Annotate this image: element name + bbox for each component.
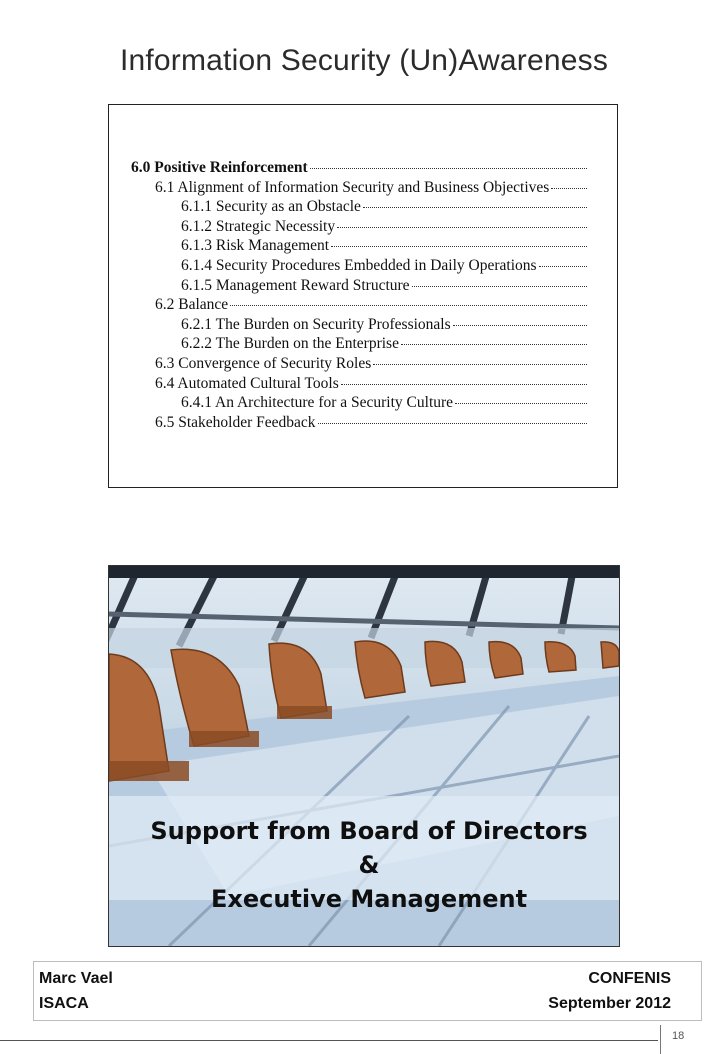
toc-entry-label: 6.1.1 Security as an Obstacle — [181, 198, 361, 216]
toc-entry-label: 6.1.5 Management Reward Structure — [181, 276, 410, 294]
toc-entry-label: 6.4.1 An Architecture for a Security Culture — [181, 394, 454, 412]
toc-entry-label: 6.3 Convergence of Security Roles — [155, 354, 372, 372]
toc-leader-dots — [310, 168, 587, 169]
toc-leader-dots — [453, 325, 587, 326]
toc-entry-label: 6.1 Alignment of Information Security and Business Objectives — [155, 178, 550, 196]
boardroom-photo — [108, 565, 620, 947]
toc-leader-dots — [551, 188, 587, 189]
footer-box — [33, 961, 702, 1021]
toc-entry — [131, 237, 587, 257]
toc-entry-label: 6.1.2 Strategic Necessity — [181, 217, 336, 235]
toc-leader-dots — [341, 384, 587, 385]
toc-entry — [131, 277, 587, 297]
toc-entry — [131, 414, 587, 434]
footer-author: Marc Vael — [39, 970, 113, 987]
toc-leader-dots — [539, 266, 587, 267]
page-number-separator — [660, 1025, 661, 1054]
page-title: Information Security (Un)Awareness — [119, 44, 609, 77]
table-of-contents — [131, 159, 587, 433]
toc-entry — [131, 316, 587, 336]
footer-date: September 2012 — [548, 995, 671, 1012]
toc-entry — [131, 394, 587, 414]
toc-leader-dots — [331, 246, 587, 247]
toc-leader-dots — [363, 207, 587, 208]
toc-entry — [131, 179, 587, 199]
page-number: 18 — [672, 1030, 685, 1042]
toc-entry — [131, 335, 587, 355]
toc-entry — [131, 355, 587, 375]
toc-entry — [131, 296, 587, 316]
toc-entry — [131, 198, 587, 218]
toc-entry — [131, 375, 587, 395]
toc-leader-dots — [373, 364, 587, 365]
toc-image-frame — [108, 104, 618, 488]
toc-entry — [131, 159, 587, 179]
toc-leader-dots — [318, 423, 587, 424]
toc-entry-label: 6.5 Stakeholder Feedback — [155, 413, 316, 431]
footer-event: CONFENIS — [588, 970, 671, 987]
page-divider — [0, 1040, 658, 1041]
toc-entry-label: 6.2.1 The Burden on Security Professionals — [181, 315, 451, 333]
toc-entry-label: 6.0 Positive Reinforcement — [131, 159, 308, 176]
footer-right — [548, 966, 671, 1016]
footer-left — [39, 966, 113, 1016]
toc-entry-label: 6.1.3 Risk Management — [181, 237, 330, 255]
toc-leader-dots — [230, 305, 587, 306]
toc-entry — [131, 257, 587, 277]
toc-leader-dots — [401, 344, 587, 345]
toc-entry-label: 6.1.4 Security Procedures Embedded in Daily Operations — [181, 256, 537, 274]
caption-line-2: Executive Management — [210, 885, 528, 913]
footer-org: ISACA — [39, 995, 89, 1012]
toc-entry-label: 6.2 Balance — [155, 296, 229, 314]
toc-leader-dots — [412, 286, 587, 287]
toc-entry-label: 6.4 Automated Cultural Tools — [155, 374, 339, 392]
toc-entry-label: 6.2.2 The Burden on the Enterprise — [181, 335, 399, 353]
toc-leader-dots — [455, 403, 587, 404]
toc-leader-dots — [337, 227, 587, 228]
toc-entry — [131, 218, 587, 238]
photo-caption — [139, 814, 599, 916]
caption-line-1: Support from Board of Directors & — [150, 817, 588, 879]
